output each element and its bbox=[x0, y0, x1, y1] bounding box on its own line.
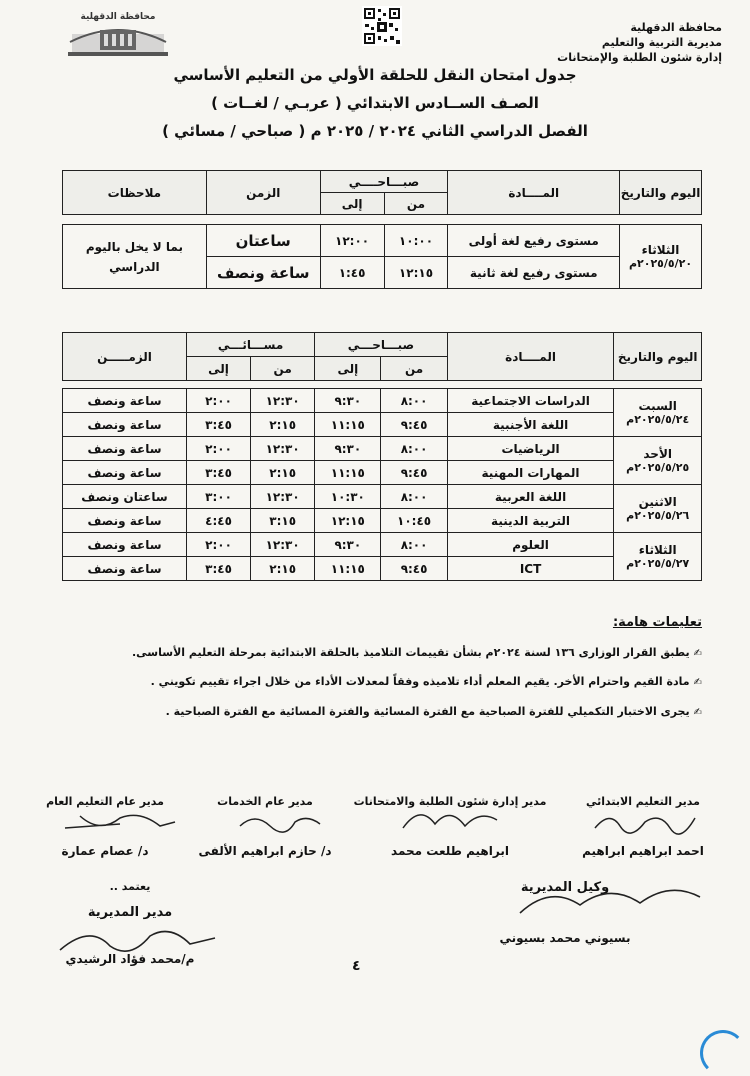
m-from-cell: ٨:٠٠ bbox=[381, 533, 447, 557]
logo-caption: محافظة الدقهلية bbox=[80, 12, 156, 22]
corner-arc bbox=[700, 1030, 746, 1076]
duration-cell: ساعة ونصف bbox=[206, 257, 320, 289]
day-date: ٢٠٢٥/٥/٢٦م bbox=[626, 509, 690, 522]
day-date: ٢٠٢٥/٥/٢٠م bbox=[628, 257, 693, 270]
e-from-cell: ٢:١٥ bbox=[251, 413, 315, 437]
day-name: الثلاثاء bbox=[638, 543, 677, 557]
subject-cell: ICT bbox=[447, 557, 614, 581]
handwritten-signature bbox=[510, 875, 710, 920]
from-cell: ١٢:١٥ bbox=[384, 257, 448, 289]
day-name: السبت bbox=[638, 399, 677, 413]
subject-cell: الدراسات الاجتماعية bbox=[447, 389, 614, 413]
signature-name: احمد ابراهيم ابراهيم bbox=[582, 844, 704, 858]
m-to-cell: ١٠:٣٠ bbox=[315, 485, 381, 509]
m-to-cell: ٩:٣٠ bbox=[315, 389, 381, 413]
m-from-cell: ٨:٠٠ bbox=[381, 389, 447, 413]
header-duration: الزمـــــن bbox=[63, 333, 187, 381]
header-duration: الزمن bbox=[206, 171, 320, 215]
note-item bbox=[132, 646, 702, 659]
day-name: الأحد bbox=[643, 447, 673, 461]
duration-cell: ساعة ونصف bbox=[63, 461, 187, 485]
subject-cell: الرياضيات bbox=[447, 437, 614, 461]
header-day-date: اليوم والتاريخ bbox=[620, 171, 702, 215]
e-to-cell: ٣:٠٠ bbox=[186, 485, 250, 509]
header-authority bbox=[522, 20, 722, 65]
day-date: ٢٠٢٥/٥/٢٧م bbox=[626, 557, 690, 570]
duration-cell: ساعة ونصف bbox=[63, 437, 187, 461]
header-from: من bbox=[384, 193, 448, 215]
e-from-cell: ٢:١٥ bbox=[251, 461, 315, 485]
day-date: ٢٠٢٥/٥/٢٤م bbox=[626, 413, 690, 426]
e-to-cell: ٣:٤٥ bbox=[186, 557, 250, 581]
header-line: مديرية التربية والتعليم bbox=[601, 36, 722, 49]
signature-role: مدير التعليم الابتدائي bbox=[586, 795, 700, 808]
day-name: الثلاثاء bbox=[641, 243, 680, 257]
signature-role: مدير عام الخدمات bbox=[217, 795, 313, 808]
to-cell: ١:٤٥ bbox=[320, 257, 384, 289]
duration-cell: ساعة ونصف bbox=[63, 533, 187, 557]
duration-cell: ساعتان bbox=[206, 225, 320, 257]
header-morning: صبـــاحـــي bbox=[315, 333, 448, 357]
header-subject: المــــادة bbox=[447, 333, 614, 381]
e-from-cell: ١٢:٣٠ bbox=[251, 485, 315, 509]
pen-icon: ✍ bbox=[693, 648, 702, 659]
note-item bbox=[166, 705, 702, 718]
pen-icon: ✍ bbox=[693, 677, 702, 688]
header-morning: صبـــاحــــي bbox=[320, 171, 448, 193]
header-to: إلى bbox=[320, 193, 384, 215]
subject-cell: مستوى رفيع لغة أولى bbox=[448, 225, 620, 257]
signature-role: مدير إدارة شئون الطلبة والامتحانات bbox=[353, 795, 547, 808]
duration-cell: ساعة ونصف bbox=[63, 509, 187, 533]
note-cell: بما لا يخل باليوم الدراسي bbox=[63, 225, 207, 289]
m-from-cell: ٩:٤٥ bbox=[381, 557, 447, 581]
header-line: إدارة شئون الطلبة والإمتحانات bbox=[557, 51, 722, 64]
header-notes: ملاحظات bbox=[63, 171, 207, 215]
m-from-cell: ٨:٠٠ bbox=[381, 485, 447, 509]
exam-table-main bbox=[62, 332, 702, 581]
signature-role: مدير عام التعليم العام bbox=[46, 795, 164, 808]
doc-term: الفصل الدراسي الثاني ٢٠٢٤ / ٢٠٢٥ م ( صباحي / مسائي ) bbox=[162, 122, 588, 140]
signature-role: وكيل المديرية bbox=[520, 880, 610, 895]
header-to: إلى bbox=[186, 357, 250, 381]
day-cell bbox=[614, 485, 702, 533]
e-to-cell: ٢:٠٠ bbox=[186, 389, 250, 413]
duration-cell: ساعة ونصف bbox=[63, 413, 187, 437]
m-to-cell: ١٢:١٥ bbox=[315, 509, 381, 533]
subject-cell: العلوم bbox=[447, 533, 614, 557]
day-cell bbox=[614, 437, 702, 485]
m-from-cell: ١٠:٤٥ bbox=[381, 509, 447, 533]
exam-table-advanced bbox=[62, 170, 702, 289]
header-day-date: اليوم والتاريخ bbox=[614, 333, 702, 381]
signature-name: ابراهيم طلعت محمد bbox=[391, 844, 509, 858]
approval-label: يعتمد .. bbox=[109, 880, 151, 893]
from-cell: ١٠:٠٠ bbox=[384, 225, 448, 257]
header-to: إلى bbox=[315, 357, 381, 381]
note-item bbox=[151, 675, 702, 688]
m-to-cell: ٩:٣٠ bbox=[315, 533, 381, 557]
note-text: يجرى الاختبار التكميلي للفترة الصباحية مع الفترة المسائية والفترة المسائية مع الفترة الصباحية . bbox=[165, 705, 690, 718]
day-cell bbox=[614, 389, 702, 437]
subject-cell: اللغة الأجنبية bbox=[447, 413, 614, 437]
page-number: ٤ bbox=[352, 958, 361, 974]
e-from-cell: ١٢:٣٠ bbox=[251, 437, 315, 461]
e-from-cell: ٢:١٥ bbox=[251, 557, 315, 581]
handwritten-signature bbox=[235, 808, 325, 836]
subject-cell: اللغة العربية bbox=[447, 485, 614, 509]
doc-subtitle: الصـف الســادس الابتدائي ( عربـي / لغــات ) bbox=[211, 94, 539, 112]
day-cell bbox=[620, 225, 702, 289]
e-to-cell: ٣:٤٥ bbox=[186, 461, 250, 485]
qr-code-icon bbox=[362, 6, 402, 46]
m-to-cell: ٩:٣٠ bbox=[315, 437, 381, 461]
m-from-cell: ٩:٤٥ bbox=[381, 461, 447, 485]
note-text: مادة القيم واحترام الأخر. يقيم المعلم أداء تلاميذه وفقاً لمعدلات الأداء من خلال اجراء تقييم تكويني . bbox=[150, 675, 690, 688]
m-from-cell: ٩:٤٥ bbox=[381, 413, 447, 437]
signature-name: د/ حازم ابراهيم الألفى bbox=[198, 844, 332, 858]
handwritten-signature bbox=[60, 808, 180, 840]
to-cell: ١٢:٠٠ bbox=[320, 225, 384, 257]
pen-icon: ✍ bbox=[693, 707, 702, 718]
e-to-cell: ٢:٠٠ bbox=[186, 437, 250, 461]
e-to-cell: ٢:٠٠ bbox=[186, 533, 250, 557]
duration-cell: ساعتان ونصف bbox=[63, 485, 187, 509]
subject-cell: مستوى رفيع لغة ثانية bbox=[448, 257, 620, 289]
approval-name: م/محمد فؤاد الرشيدي bbox=[65, 952, 195, 966]
duration-cell: ساعة ونصف bbox=[63, 557, 187, 581]
e-from-cell: ٣:١٥ bbox=[251, 509, 315, 533]
e-from-cell: ١٢:٣٠ bbox=[251, 533, 315, 557]
day-name: الاثنين bbox=[638, 495, 677, 509]
m-to-cell: ١١:١٥ bbox=[315, 413, 381, 437]
subject-cell: التربية الدينية bbox=[447, 509, 614, 533]
note-text: يطبق القرار الوزارى ١٣٦ لسنة ٢٠٢٤م بشأن تقييمات التلاميذ بالحلقة الابتدائية بمرحلة التعليم الأساسى. bbox=[132, 646, 690, 659]
signature-name: د/ عصام عمارة bbox=[61, 844, 149, 858]
handwritten-signature bbox=[590, 808, 700, 838]
day-cell bbox=[614, 533, 702, 581]
header-from: من bbox=[251, 357, 315, 381]
header-evening: مســـائـــي bbox=[186, 333, 314, 357]
doc-title: جدول امتحان النقل للحلقة الأولي من التعليم الأساسي bbox=[173, 66, 577, 84]
duration-cell: ساعة ونصف bbox=[63, 389, 187, 413]
subject-cell: المهارات المهنية bbox=[447, 461, 614, 485]
m-to-cell: ١١:١٥ bbox=[315, 461, 381, 485]
header-subject: المــــادة bbox=[448, 171, 620, 215]
handwritten-signature bbox=[50, 920, 220, 962]
notes-title: تعليمات هامة: bbox=[612, 615, 702, 630]
e-to-cell: ٤:٤٥ bbox=[186, 509, 250, 533]
header-from: من bbox=[381, 357, 447, 381]
m-from-cell: ٨:٠٠ bbox=[381, 437, 447, 461]
signature-name: بسيوني محمد بسيوني bbox=[499, 931, 631, 945]
day-date: ٢٠٢٥/٥/٢٥م bbox=[626, 461, 690, 474]
handwritten-signature bbox=[395, 800, 505, 836]
m-to-cell: ١١:١٥ bbox=[315, 557, 381, 581]
approval-role: مدير المديرية bbox=[87, 905, 173, 920]
e-to-cell: ٣:٤٥ bbox=[186, 413, 250, 437]
e-from-cell: ١٢:٣٠ bbox=[251, 389, 315, 413]
header-line: محافظة الدقهلية bbox=[630, 21, 722, 34]
